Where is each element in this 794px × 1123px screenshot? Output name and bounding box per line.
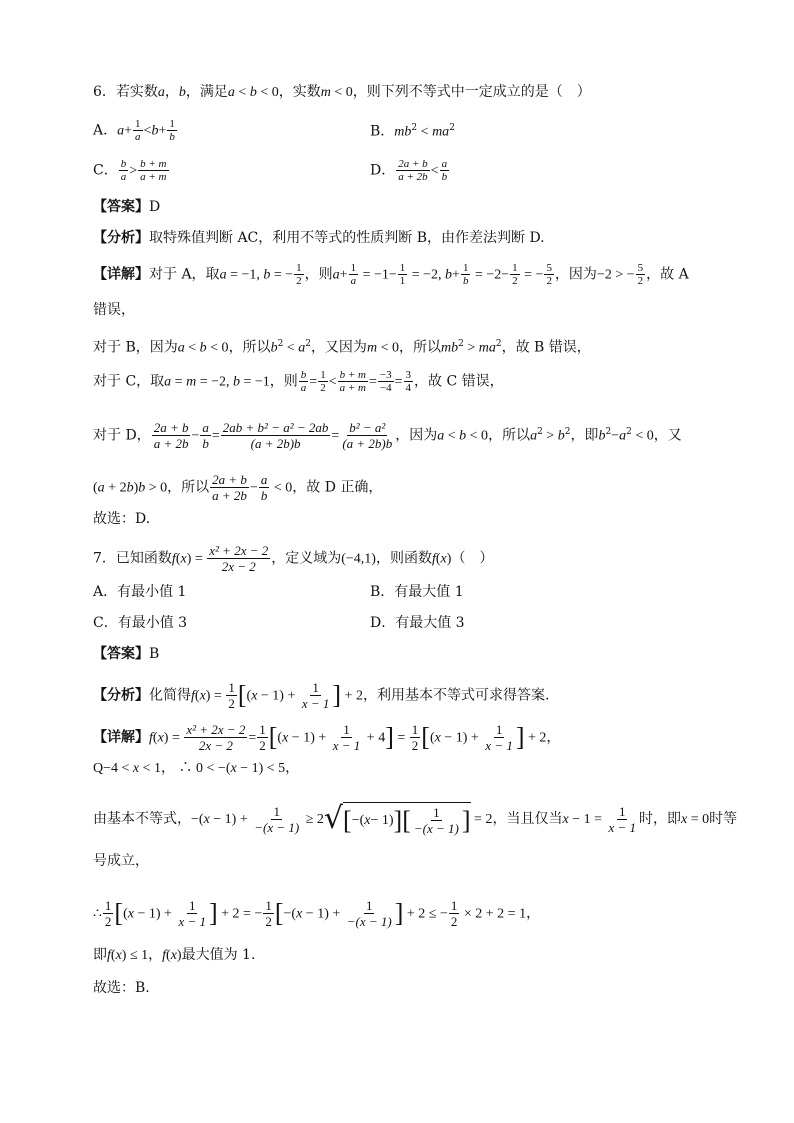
q7-detail-5: 即f(x) ≤ 1，f(x)最大值为 1.: [93, 947, 256, 963]
q6-answer: 【答案】D: [93, 199, 161, 215]
q6-option-b: B．$mb^2 < ma^2$: [370, 123, 455, 140]
q7-detail-1: 【详解】f(x) = $\frac{\text{x² + 2x − 2}}{2x - 2}$ = $\frac{1}{2}$ [(x − 1) + $\frac{1}{x - 1}$ + 4] = $\frac{1}{2}$ [(x − 1) + $\frac{1}{x - 1}$ ] + 2，: [93, 722, 561, 753]
q6-choose: 故选：D.: [93, 511, 151, 527]
q7-detail-3: 由基本不等式，−(x − 1) + $\frac{1}{-(x - 1)}$ ≥ 2 √ [ −( x − 1) ] [ 1 −(x − 1) ] = 2，当且仅当x − 1 = $\frac{1}{x - 1}$ 时，即x = 0时等: [93, 801, 738, 836]
q6-detail-a: 【详解】对于 A，取a = −1, b = − $\frac{1}{2}$ ，则a+ $\frac{1}{a}$ = −1− $\frac{1}{1}$ = −2, b+ $\frac{1}{b}$ = −2− $\frac{1}{2}$ = − $\frac{5}{2}$ ，因为−2 > − $\frac{5}{2}$ ，故 A: [93, 262, 689, 287]
q7-analysis: 【分析】化简得f(x) = $\frac{1}{2}$ [(x − 1) + $\frac{1}{x - 1}$ ] + 2，利用基本不等式可求得答案.: [93, 680, 550, 711]
q7-stem: 7．已知函数f(x) = $\frac{\text{x² + 2x − 2}}{2x - 2}$ ，定义域为(−4,1)，则函数f(x)（ ）: [93, 543, 494, 574]
q7-detail-3-cont: 号成立，: [93, 853, 149, 869]
q6-analysis: 【分析】取特殊值判断 AC，利用不等式的性质判断 B，由作差法判断 D.: [93, 230, 545, 246]
q6-detail-c: 对于 C，取a = m = −2, b = −1，则 $\frac{b}{a}$ = $\frac{1}{2}$ < $\frac{b + m}{a + m}$ = $\frac{-3}{-4}$ = $\frac{3}{4}$ ，故 C 错误，: [93, 369, 504, 394]
q7-answer: 【答案】B: [93, 646, 160, 662]
q7-choose: 故选：B.: [93, 980, 150, 996]
q7-detail-2: Q−4 < x < 1， ∴ 0 < −(x − 1) < 5，: [93, 761, 300, 776]
q6-option-c: C． $\frac{b}{a}$ > $\frac{b + m}{a + m}$: [93, 158, 167, 183]
q7-option-b: B．有最大值 1: [370, 584, 464, 600]
q6-option-d: D． $\frac{2a + b}{a + 2b}$ < $\frac{a}{b}$: [370, 158, 448, 183]
q6-detail-a-cont: 错误，: [93, 302, 135, 318]
q6-detail-b: 对于 B，因为a < b < 0，所以$b^2 < a^2$，又因为m < 0，所以$mb^2 > ma^2$，故 B 错误，: [93, 339, 591, 356]
q7-option-a: A．有最小值 1: [93, 584, 187, 600]
q7-detail-4: ∴ $\frac{1}{2}$ [(x − 1) + $\frac{1}{x - 1}$ ] + 2 = − $\frac{1}{2}$ [−(x − 1) + $\frac{1}{-(x - 1)}$ ] + 2 ≤ − $\frac{1}{2}$ × 2 + 2 = 1，: [93, 898, 541, 929]
q7-option-c: C．有最小值 3: [93, 615, 188, 631]
q6-detail-d: 对于 D， $\frac{2a + b}{a + 2b}$ − $\frac{a}{b}$ = $\frac{\text{2ab + b² − a² − 2ab}}{(a + 2b)b}$ = $\frac{\text{b² − a²}}{(a + 2b)b}$ ，因为a < b < 0，所以$a^2 > b^2$，即$b^2-a^2 < 0$，又: [93, 420, 682, 451]
q6-detail-d-cont: (a + 2b)b > 0，所以 $\frac{2a + b}{a + 2b}$ − $\frac{a}{b}$ < 0，故 D 正确，: [93, 472, 383, 503]
q7-option-d: D．有最大值 3: [370, 615, 465, 631]
q6-option-a: A．a+ $\frac{1}{a}$ <b+ $\frac{1}{b}$: [93, 118, 175, 143]
q6-stem: 6．若实数a，b，满足a < b < 0，实数m < 0，则下列不等式中一定成立的是（ ）: [93, 84, 591, 100]
